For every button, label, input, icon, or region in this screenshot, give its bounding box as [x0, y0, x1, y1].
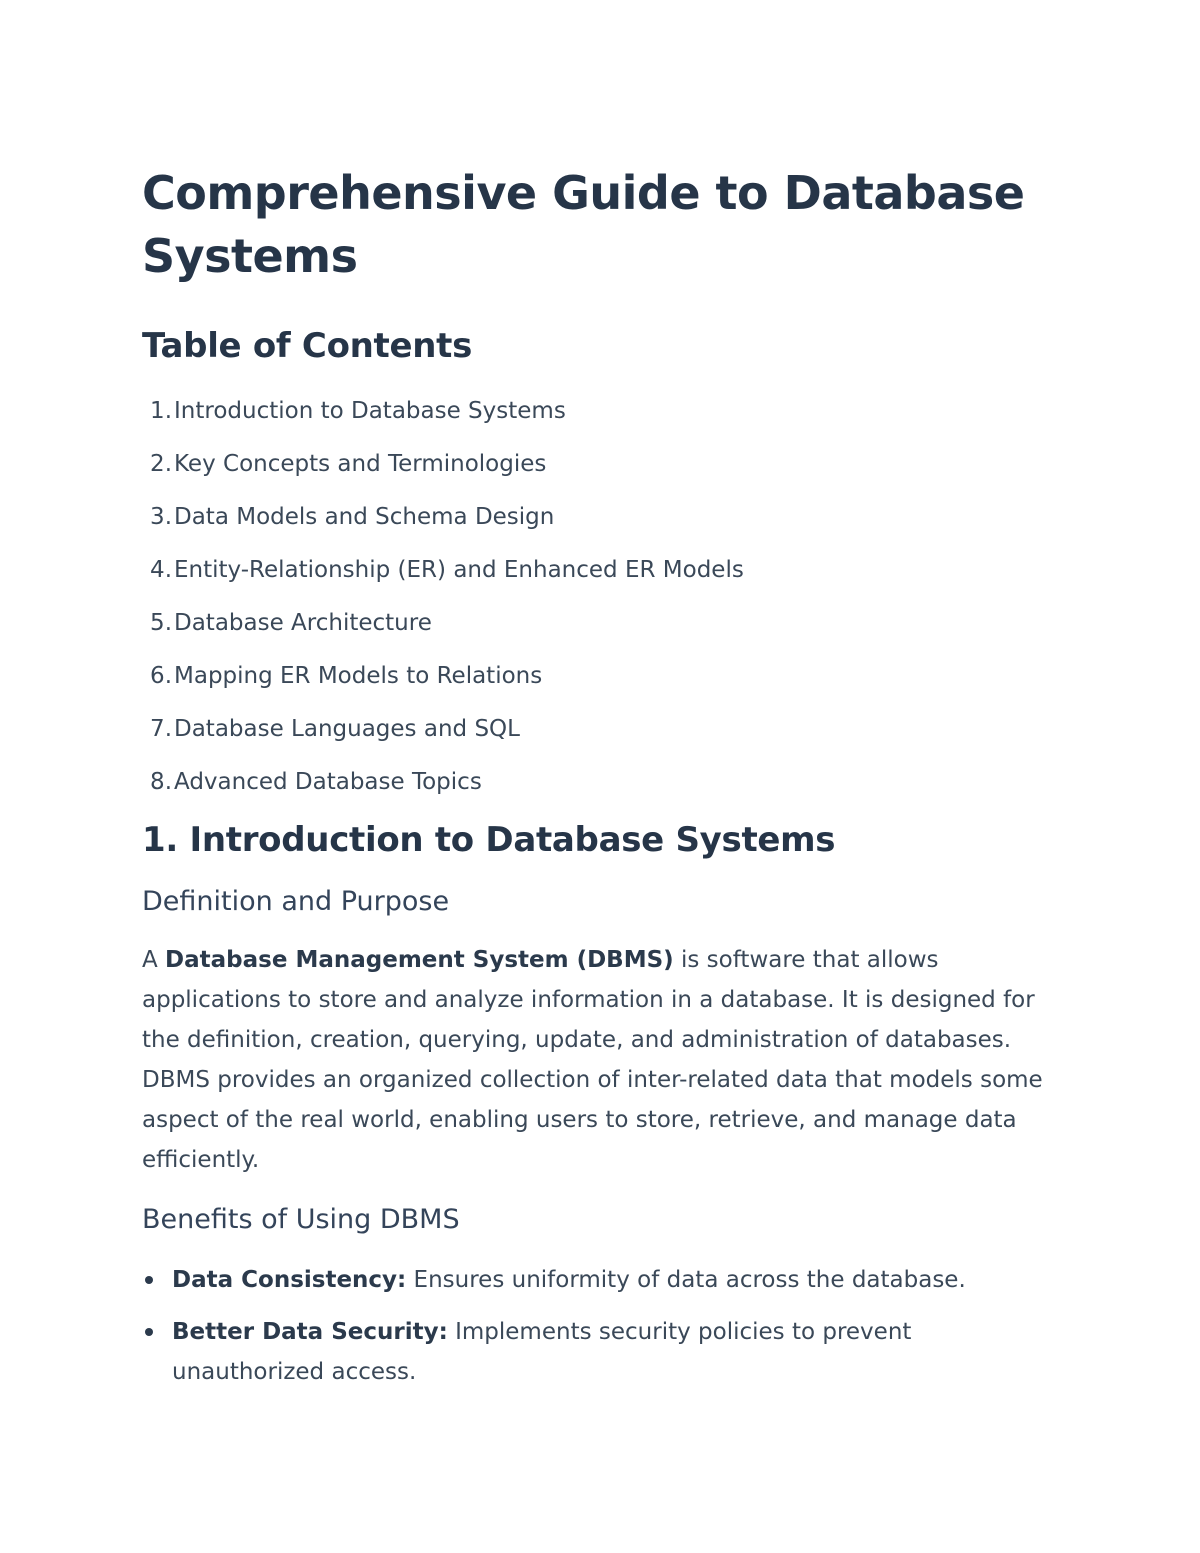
definition-lead: A — [142, 947, 166, 973]
document-page — [142, 162, 1052, 1404]
document-title: Comprehensive Guide to Database Systems — [142, 166, 1025, 283]
toc-heading: Table of Contents — [142, 326, 473, 366]
toc-item[interactable] — [142, 606, 1052, 640]
benefits-list — [142, 1260, 1052, 1392]
toc-item-label: Entity-Relationship (ER) and Enhanced ER Models — [174, 557, 744, 583]
toc-item-label: Key Concepts and Terminologies — [174, 451, 547, 477]
toc-item[interactable] — [142, 447, 1052, 481]
toc-item-label: Mapping ER Models to Relations — [174, 663, 543, 689]
list-item — [142, 1312, 1052, 1392]
toc-item[interactable] — [142, 500, 1052, 534]
bullet-icon — [145, 1276, 153, 1284]
toc-item-label: Advanced Database Topics — [174, 769, 482, 795]
toc-item-number: 8 . — [142, 765, 172, 799]
toc-item-number: 3 . — [142, 500, 172, 534]
toc-item-label: Data Models and Schema Design — [174, 504, 555, 530]
benefit-term: Data Consistency: — [172, 1267, 407, 1293]
benefit-text: Implements security policies to prevent unauthorized access. — [172, 1319, 912, 1385]
toc-item-label: Database Languages and SQL — [174, 716, 520, 742]
toc-item[interactable] — [142, 553, 1052, 587]
toc-item-number: 5 . — [142, 606, 172, 640]
toc-item-label: Database Architecture — [174, 610, 432, 636]
toc-item[interactable] — [142, 712, 1052, 746]
definition-heading: Definition and Purpose — [142, 886, 450, 917]
toc-item-number: 7 . — [142, 712, 172, 746]
toc-item[interactable] — [142, 394, 1052, 428]
benefits-heading: Benefits of Using DBMS — [142, 1204, 460, 1235]
toc-item-number: 1 . — [142, 394, 172, 428]
section-heading: 1. Introduction to Database Systems — [142, 820, 836, 860]
definition-text: is software that allows applications to store and analyze information in a database. It is designed for the definition, creation, querying, update, and administration of databases. DBMS provides an organized collection of inter-related data that models some aspect of the real world, enabling users to store, retrieve, and manage data efficiently. — [142, 947, 1043, 1173]
toc-item-number: 6 . — [142, 659, 172, 693]
definition-paragraph — [142, 940, 1052, 1180]
toc-item-number: 2 . — [142, 447, 172, 481]
bullet-icon — [145, 1328, 153, 1336]
list-item — [142, 1260, 1052, 1300]
toc-item-number: 4 . — [142, 553, 172, 587]
benefit-text: Ensures uniformity of data across the database. — [406, 1267, 966, 1293]
toc-item[interactable] — [142, 659, 1052, 693]
benefit-term: Better Data Security: — [172, 1319, 448, 1345]
toc-item[interactable] — [142, 765, 1052, 799]
table-of-contents — [142, 394, 1052, 799]
definition-term: Database Management System (DBMS) — [165, 947, 674, 973]
toc-item-label: Introduction to Database Systems — [174, 398, 566, 424]
